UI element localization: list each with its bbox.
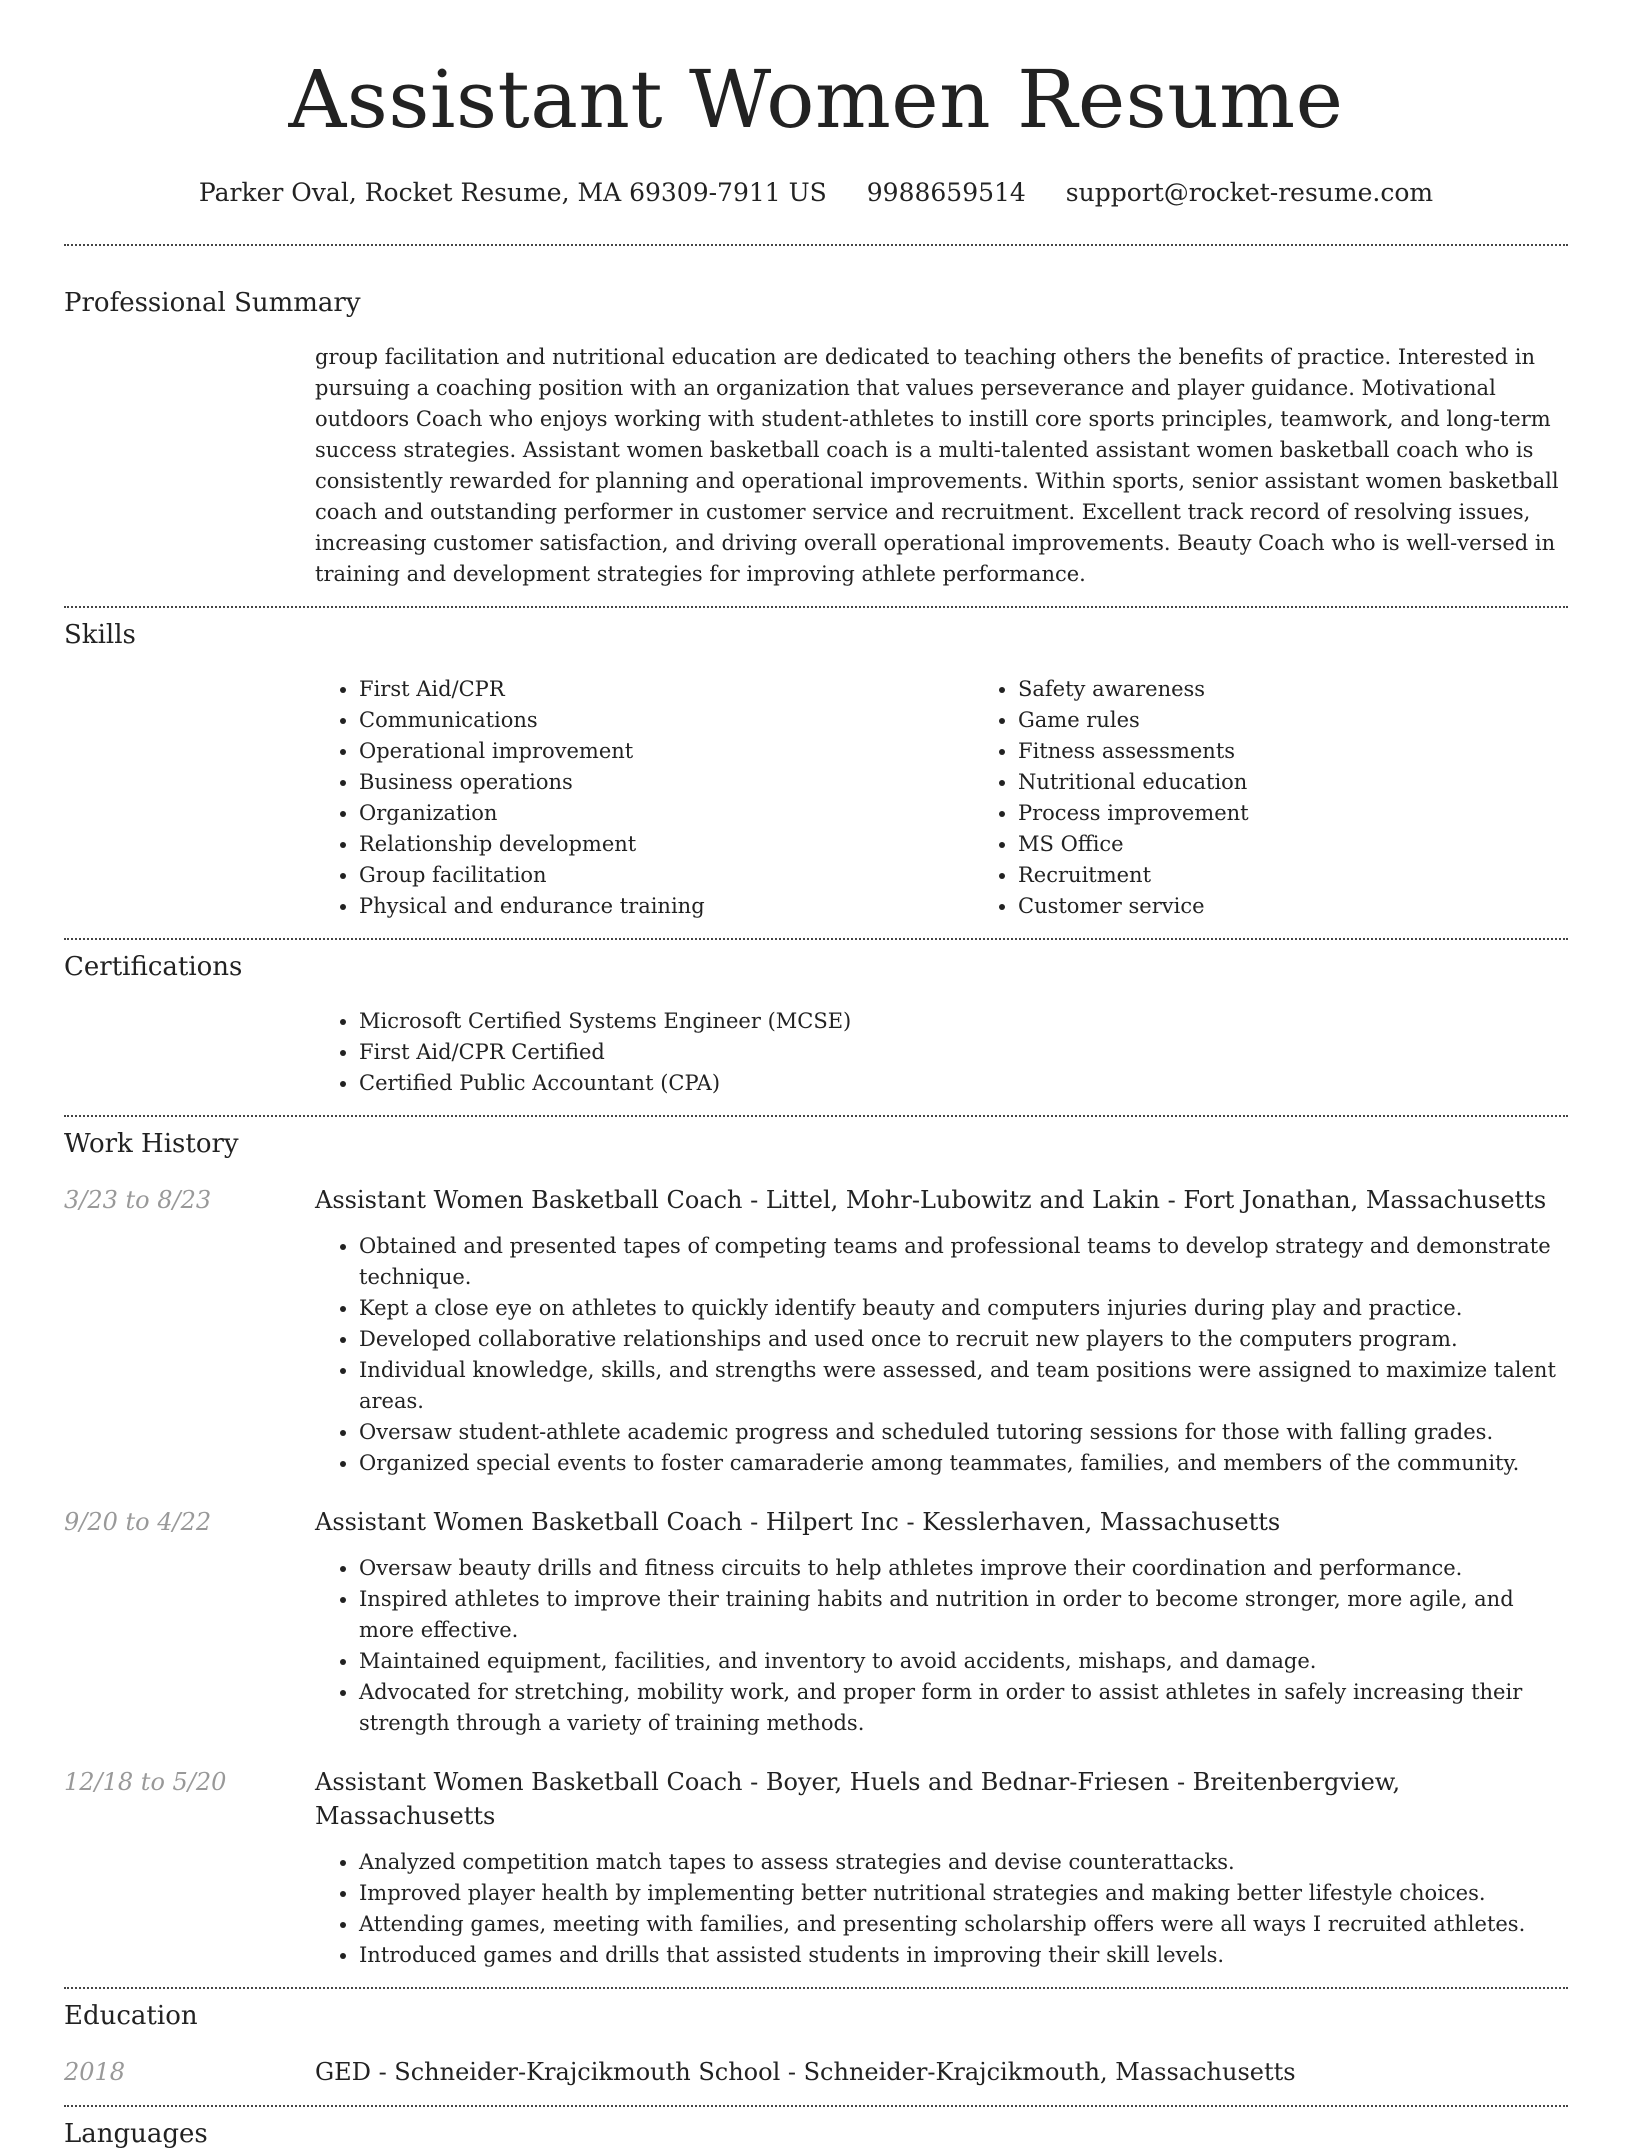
job-title: Assistant Women Basketball Coach - Littel, Mohr-Lubowitz and Lakin - Fort Jonathan, Massachusetts (315, 1186, 1547, 1214)
job-bullet: • Organized special events to foster camaraderie among teammates, families, and members of the community. (359, 1448, 1568, 1479)
job-entry (64, 1183, 1568, 1479)
job-bullets (315, 1553, 1568, 1739)
work-history-section (64, 1127, 1568, 1971)
job-bullet: • Individual knowledge, skills, and strengths were assessed, and team positions were assigned to maximize talent areas. (359, 1355, 1568, 1417)
certifications-heading: Certifications (64, 952, 243, 982)
skill-item: • Communications (359, 705, 974, 736)
certification-item: • Certified Public Accountant (CPA) (359, 1068, 1568, 1099)
summary-text: group facilitation and nutritional education are dedicated to teaching others the benefits of practice. Interested in pursuing a coaching position with an organization that values perseverance and player guidance. Motivational outdoors Coach who enjoys working with student-athletes to instill core sports principles, teamwork, and long-term success strategies. Assistant women basketball coach is a multi-talented assistant women basketball coach who is consistently rewarded for planning and operational improvements. Within sports, senior assistant women basketball coach and outstanding performer in customer service and recruitment. Excellent track record of resolving issues, increasing customer satisfaction, and driving overall operational improvements. Beauty Coach who is well-versed in training and development strategies for improving athlete performance. (315, 345, 1559, 586)
contact-line (64, 176, 1568, 210)
skills-content (315, 674, 1568, 922)
skill-item: • Business operations (359, 767, 974, 798)
job-bullet: • Maintained equipment, facilities, and inventory to avoid accidents, mishaps, and damage. (359, 1646, 1568, 1677)
skills-section (64, 618, 1568, 922)
job-bullet: • Introduced games and drills that assisted students in improving their skill levels. (359, 1940, 1568, 1971)
job-bullets (315, 1231, 1568, 1479)
job-bullet: • Oversaw beauty drills and fitness circuits to help athletes improve their coordination and performance. (359, 1553, 1568, 1584)
section-divider (64, 2105, 1568, 2107)
job-title: Assistant Women Basketball Coach - Hilpert Inc - Kesslerhaven, Massachusetts (315, 1508, 1281, 1536)
job-body (315, 1505, 1568, 1739)
certifications-content (315, 1006, 1568, 1099)
skills-list-left (315, 674, 974, 922)
languages-section (64, 2117, 1568, 2151)
skills-heading: Skills (64, 620, 136, 650)
summary-content (315, 342, 1568, 590)
job-bullet: • Developed collaborative relationships and used once to recruit new players to the computers program. (359, 1324, 1568, 1355)
job-dates: 9/20 to 4/22 (64, 1508, 212, 1536)
job-entry (64, 1765, 1568, 1971)
skill-item: • Customer service (1018, 891, 1632, 922)
skills-list-right (974, 674, 1632, 922)
contact-address: Parker Oval, Rocket Resume, MA 69309-7911 US (198, 178, 827, 207)
languages-heading: Languages (64, 2119, 208, 2149)
job-bullet: • Kept a close eye on athletes to quickly identify beauty and computers injuries during play and practice. (359, 1293, 1568, 1324)
skill-item: • Group facilitation (359, 860, 974, 891)
education-body (315, 2055, 1568, 2089)
job-dates: 12/18 to 5/20 (64, 1768, 227, 1796)
summary-heading: Professional Summary (64, 288, 361, 318)
section-divider (64, 938, 1568, 940)
job-body (315, 1765, 1568, 1971)
skill-item: • Recruitment (1018, 860, 1632, 891)
job-bullet: • Advocated for stretching, mobility work, and proper form in order to assist athletes in safely increasing their strength through a variety of training methods. (359, 1677, 1568, 1739)
job-bullet: • Improved player health by implementing better nutritional strategies and making better lifestyle choices. (359, 1878, 1568, 1909)
skill-item: • Operational improvement (359, 736, 974, 767)
job-bullet: • Inspired athletes to improve their training habits and nutrition in order to become stronger, more agile, and more effective. (359, 1584, 1568, 1646)
education-date: 2018 (64, 2058, 126, 2086)
certification-item: • First Aid/CPR Certified (359, 1037, 1568, 1068)
education-heading: Education (64, 2001, 198, 2031)
job-bullet: • Obtained and presented tapes of competing teams and professional teams to develop strategy and demonstrate technique. (359, 1231, 1568, 1293)
certification-item: • Microsoft Certified Systems Engineer (MCSE) (359, 1006, 1568, 1037)
resume-title: Assistant Women Resume (288, 53, 1344, 146)
skill-item: • Safety awareness (1018, 674, 1632, 705)
resume-page (64, 0, 1568, 2151)
job-bullets (315, 1847, 1568, 1971)
job-title: Assistant Women Basketball Coach - Boyer, Huels and Bednar-Friesen - Breitenbergview, Massachusetts (315, 1768, 1401, 1830)
work-history-list (64, 1183, 1568, 1971)
skill-item: • Process improvement (1018, 798, 1632, 829)
skill-item: • Relationship development (359, 829, 974, 860)
job-body (315, 1183, 1568, 1479)
certifications-list (315, 1006, 1568, 1099)
summary-section (64, 286, 1568, 590)
skill-item: • Physical and endurance training (359, 891, 974, 922)
education-title: GED - Schneider-Krajcikmouth School - Schneider-Krajcikmouth, Massachusetts (315, 2058, 1296, 2086)
skill-item: • Game rules (1018, 705, 1632, 736)
skill-item: • Organization (359, 798, 974, 829)
job-dates: 3/23 to 8/23 (64, 1186, 212, 1214)
section-divider (64, 606, 1568, 608)
contact-email: support@rocket-resume.com (1065, 178, 1434, 207)
job-entry (64, 1505, 1568, 1739)
skill-item: • Fitness assessments (1018, 736, 1632, 767)
skill-item: • MS Office (1018, 829, 1632, 860)
contact-phone: 9988659514 (866, 178, 1026, 207)
certifications-section (64, 950, 1568, 1099)
job-bullet: • Oversaw student-athlete academic progress and scheduled tutoring sessions for those with falling grades. (359, 1417, 1568, 1448)
education-entry (64, 2055, 1568, 2089)
job-bullet: • Attending games, meeting with families, and presenting scholarship offers were all ways I recruited athletes. (359, 1909, 1568, 1940)
job-bullet: • Analyzed competition match tapes to assess strategies and devise counterattacks. (359, 1847, 1568, 1878)
skill-item: • Nutritional education (1018, 767, 1632, 798)
section-divider (64, 1987, 1568, 1989)
section-divider (64, 1115, 1568, 1117)
work-history-heading: Work History (64, 1129, 239, 1159)
header-divider (64, 244, 1568, 246)
skills-grid (315, 674, 1568, 922)
education-section (64, 1999, 1568, 2089)
skill-item: • First Aid/CPR (359, 674, 974, 705)
